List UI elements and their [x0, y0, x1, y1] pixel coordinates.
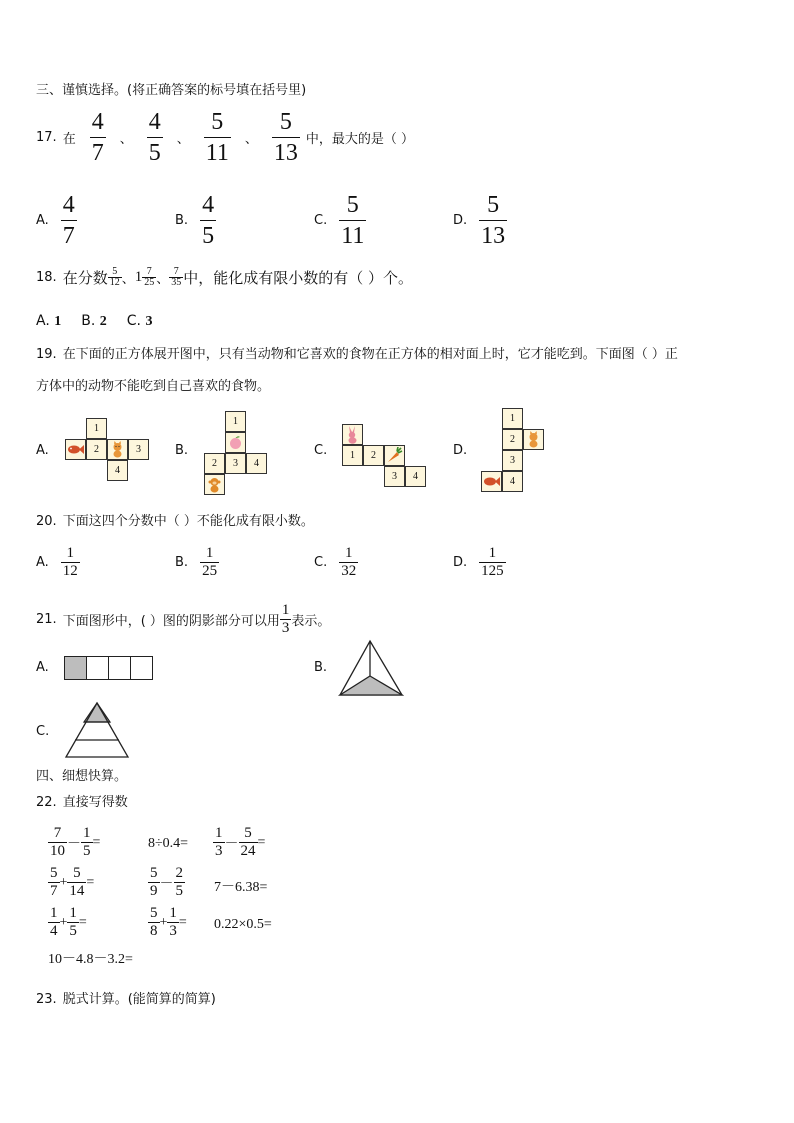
- fraction: $\frac{1}{32}$: [341, 545, 357, 579]
- fraction: $\frac{4}{7}$: [91, 109, 104, 166]
- option-a[interactable]: A. 1: [36, 313, 62, 329]
- question-number: 22.: [36, 795, 57, 810]
- q18-options: [36, 313, 152, 330]
- option-b[interactable]: [175, 193, 216, 248]
- option-c[interactable]: [314, 193, 366, 248]
- fraction: $\frac{5}{13}$: [481, 192, 506, 249]
- net-cell: 3: [128, 439, 149, 460]
- expression: $\frac{7}{10}$ － $\frac{1}{5}$ =: [50, 825, 101, 859]
- question-21: [36, 603, 330, 636]
- fraction: $\frac{4}{5}$: [202, 192, 215, 249]
- net-cell: 1: [86, 418, 107, 439]
- question-22: [36, 791, 128, 810]
- carrot-icon: [386, 447, 403, 464]
- question-text: 中，最大的是（ ）: [305, 132, 414, 147]
- option-label: A.: [36, 213, 49, 228]
- fraction: $\frac{5}{13}$: [273, 109, 298, 166]
- triangle-figure: [338, 638, 404, 698]
- separator: 、: [156, 272, 170, 287]
- question-text: 下面这四个分数中（ ）不能化成有限小数。: [62, 514, 314, 529]
- expression: $\frac{5}{7}$ + $\frac{5}{14}$ =: [50, 865, 95, 899]
- fraction: $\frac{1}{125}$: [481, 545, 504, 579]
- net-cell: 1: [342, 445, 363, 466]
- option-label: C.: [314, 555, 328, 570]
- fraction: $\frac{1}{12}$: [62, 545, 78, 579]
- question-text: 中，能化成有限小数的有（ ）个。: [183, 269, 414, 287]
- net-cell-cat: [523, 429, 544, 450]
- option-c[interactable]: C.: [314, 443, 328, 458]
- question-text: 方体中的动物不能吃到自己喜欢的食物。: [36, 379, 271, 394]
- fraction: $\frac{7}{25}$: [144, 266, 155, 288]
- net-cell: 4: [107, 460, 128, 481]
- question-text: 直接写得数: [62, 795, 128, 810]
- net-cell-peach: [225, 432, 246, 453]
- net-cell: 2: [363, 445, 384, 466]
- question-text: 在下面的正方体展开图中，只有当动物和它喜欢的食物在正方体的相对面上时，它才能吃到。下面图（ ）正: [62, 347, 678, 362]
- option-d[interactable]: D.: [453, 443, 468, 458]
- section-title: 三、谨慎选择。(将正确答案的标号填在括号里): [36, 83, 307, 98]
- fraction: $\frac{5}{12}$: [109, 266, 120, 288]
- option-d[interactable]: [453, 546, 506, 579]
- question-20: [36, 510, 314, 529]
- option-a[interactable]: [36, 546, 80, 579]
- net-cell: 4: [502, 471, 523, 492]
- expression: 7－6.38=: [214, 880, 268, 895]
- question-number: 19.: [36, 347, 57, 362]
- option-label: B.: [175, 213, 189, 228]
- option-b[interactable]: [175, 546, 219, 579]
- net-cell-rabbit: [342, 424, 363, 445]
- fraction: $\frac{1}{3}$: [281, 602, 290, 636]
- question-text: 在: [62, 132, 76, 147]
- net-cell: 3: [384, 466, 405, 487]
- question-text: 下面图形中，( ）图的阴影部分可以用: [62, 614, 280, 629]
- fraction: $\frac{7}{35}$: [171, 266, 182, 288]
- net-cell: 3: [502, 450, 523, 471]
- net-cell: 4: [246, 453, 267, 474]
- option-label: D.: [453, 213, 468, 228]
- fraction: $\frac{5}{11}$: [205, 109, 229, 166]
- expression: 0.22×0.5=: [214, 917, 272, 932]
- question-17: [36, 110, 414, 165]
- question-text: 在分数: [62, 269, 108, 287]
- net-cell-monkey: [204, 474, 225, 495]
- option-b[interactable]: B.: [314, 660, 328, 675]
- expression: $\frac{5}{9}$ － $\frac{2}{5}$: [150, 865, 183, 899]
- shaded-bar-figure: [64, 656, 155, 681]
- expression: $\frac{5}{8}$ + $\frac{1}{3}$ =: [150, 905, 187, 939]
- fraction: $\frac{1}{25}$: [202, 545, 218, 579]
- option-a[interactable]: A.: [36, 443, 49, 458]
- peach-icon: [228, 435, 243, 450]
- question-23: [36, 988, 216, 1007]
- expression: 10－4.8－3.2=: [48, 952, 133, 967]
- question-text: 脱式计算。(能简算的简算): [62, 992, 216, 1007]
- net-cell-carrot: [384, 445, 405, 466]
- net-cell-cat: [107, 439, 128, 460]
- mixed-whole: 1: [134, 269, 143, 285]
- fraction: $\frac{4}{5}$: [148, 109, 161, 166]
- option-label: C.: [314, 213, 328, 228]
- option-a[interactable]: [36, 193, 77, 248]
- question-number: 21.: [36, 612, 57, 627]
- question-number: 18.: [36, 270, 57, 285]
- option-a[interactable]: A.: [36, 660, 49, 675]
- net-cell: 1: [502, 408, 523, 429]
- fraction: $\frac{4}{7}$: [62, 192, 75, 249]
- option-label: B.: [175, 555, 189, 570]
- separator: 、: [119, 132, 133, 147]
- question-number: 20.: [36, 514, 57, 529]
- fraction: $\frac{5}{11}$: [341, 192, 365, 249]
- fish-icon: [67, 444, 84, 455]
- net-cell: 2: [502, 429, 523, 450]
- option-c[interactable]: C. 3: [126, 313, 153, 329]
- cat-icon: [526, 431, 541, 448]
- option-label: A.: [36, 555, 49, 570]
- expression: $\frac{1}{4}$ + $\frac{1}{5}$ =: [50, 905, 87, 939]
- option-b[interactable]: B.: [175, 443, 189, 458]
- separator: 、: [244, 132, 258, 147]
- net-cell: 2: [204, 453, 225, 474]
- net-cell-fish: [65, 439, 86, 460]
- option-c[interactable]: C.: [36, 724, 50, 739]
- option-c[interactable]: [314, 546, 358, 579]
- question-number: 17.: [36, 130, 57, 145]
- option-d[interactable]: [453, 193, 507, 248]
- question-text: 表示。: [291, 614, 331, 629]
- fish-icon: [483, 476, 500, 487]
- question-18: [36, 267, 413, 288]
- expression: 8÷0.4=: [148, 836, 189, 851]
- separator: 、: [121, 272, 135, 287]
- separator: 、: [176, 132, 190, 147]
- striped-triangle-figure: [64, 700, 130, 760]
- expression: $\frac{1}{3}$ － $\frac{5}{24}$ =: [215, 825, 266, 859]
- question-19: [36, 343, 678, 362]
- net-cell: 2: [86, 439, 107, 460]
- section-title: 四、细想快算。: [36, 769, 128, 784]
- question-number: 23.: [36, 992, 57, 1007]
- option-label: D.: [453, 555, 468, 570]
- net-cell: 4: [405, 466, 426, 487]
- net-cell: 1: [225, 411, 246, 432]
- cat-icon: [110, 441, 125, 458]
- monkey-icon: [207, 476, 222, 493]
- net-cell: 3: [225, 453, 246, 474]
- rabbit-icon: [346, 426, 359, 444]
- net-cell-fish: [481, 471, 502, 492]
- option-b[interactable]: B. 2: [81, 313, 107, 329]
